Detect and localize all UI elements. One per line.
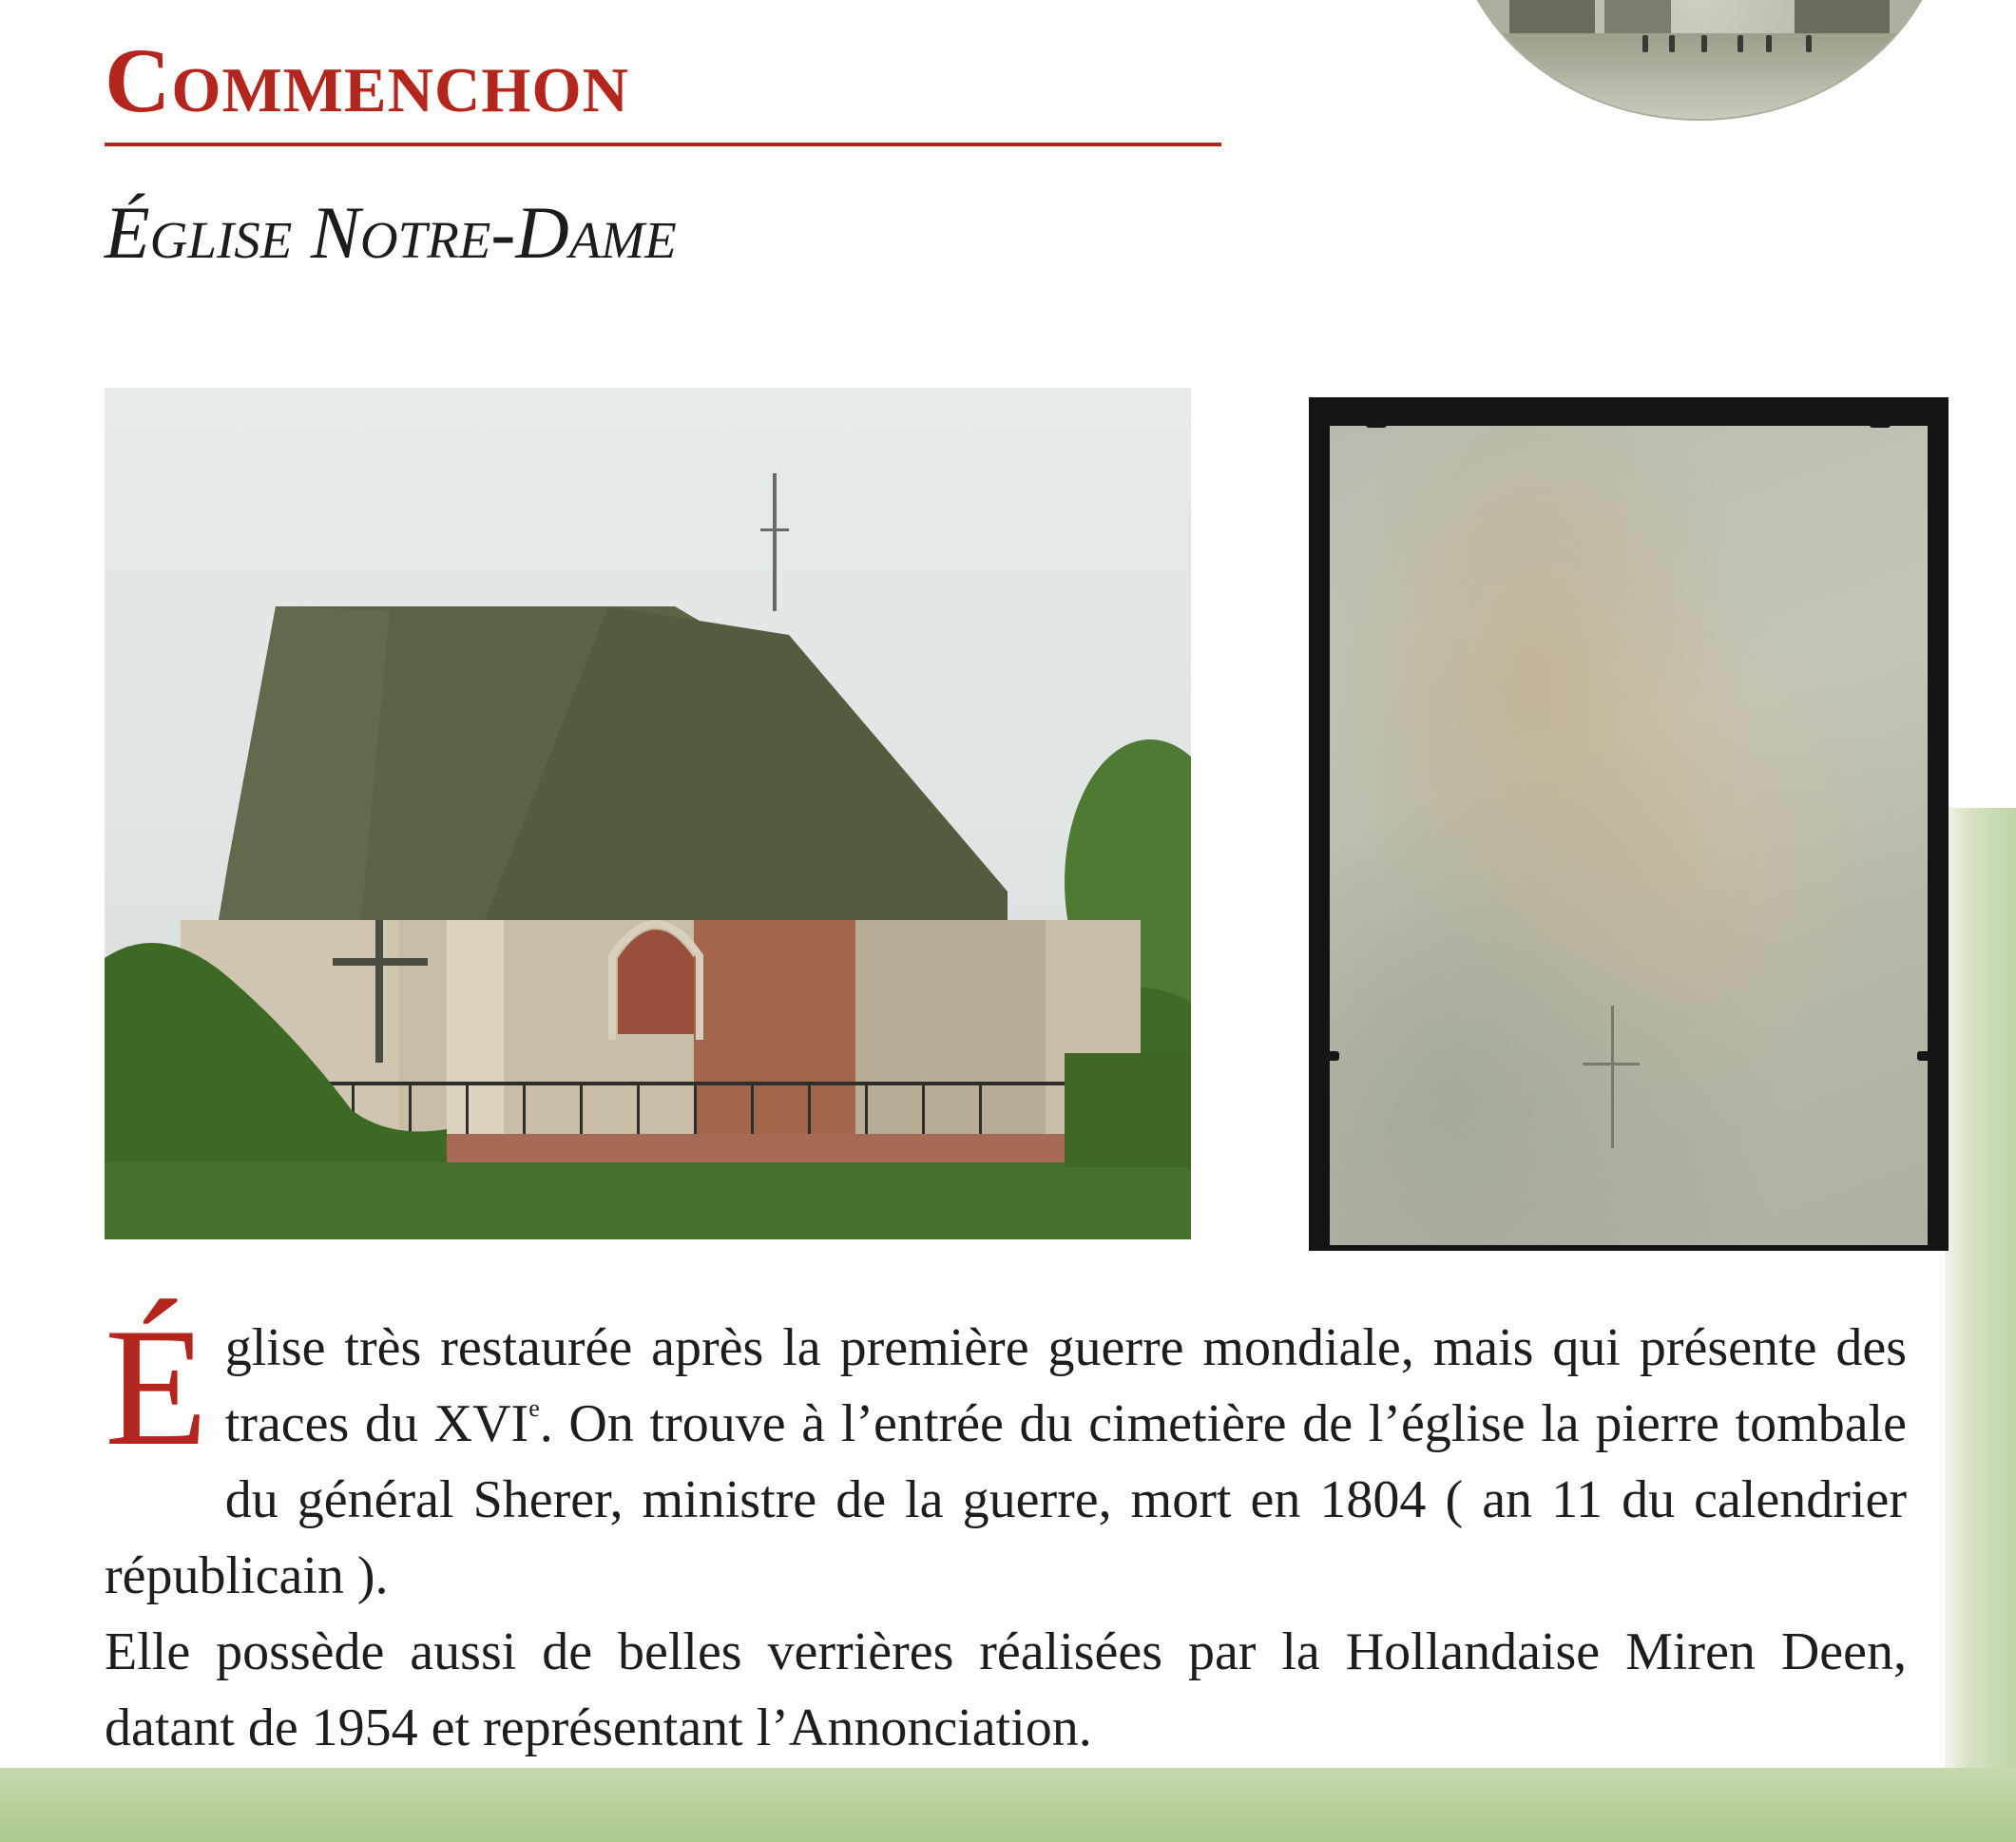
church-photo — [105, 388, 1191, 1239]
bottom-green-band — [0, 1768, 2016, 1842]
century-superscript: e — [528, 1394, 540, 1422]
paragraph-1-text: glise très restaurée après la première guerre mondiale, mais qui présente des traces du XVI — [224, 1318, 1907, 1453]
page-subtitle: Église Notre-Dame — [105, 191, 677, 274]
right-green-border — [1945, 808, 2016, 1842]
vintage-village-photo — [1452, 0, 1947, 119]
paragraph-1 — [105, 1293, 1907, 1614]
page-title: Commenchon — [105, 29, 629, 131]
paragraph-1-text-cont: . On trouve à l’entrée du cimetière de l’église la pierre tombale du général Sherer, ministre de la guerre, mort en 1804 ( an 11 du calendrier républicain ). — [105, 1394, 1907, 1605]
title-underline — [105, 143, 1221, 146]
drop-cap: É — [105, 1293, 208, 1481]
article-body — [105, 1293, 1907, 1766]
paragraph-2: Elle possède aussi de belles verrières réalisées par la Hollandaise Miren Deen, datant de 1954 et représentant l’Annonciation. — [105, 1622, 1907, 1757]
tombstone-photo — [1309, 397, 1949, 1251]
